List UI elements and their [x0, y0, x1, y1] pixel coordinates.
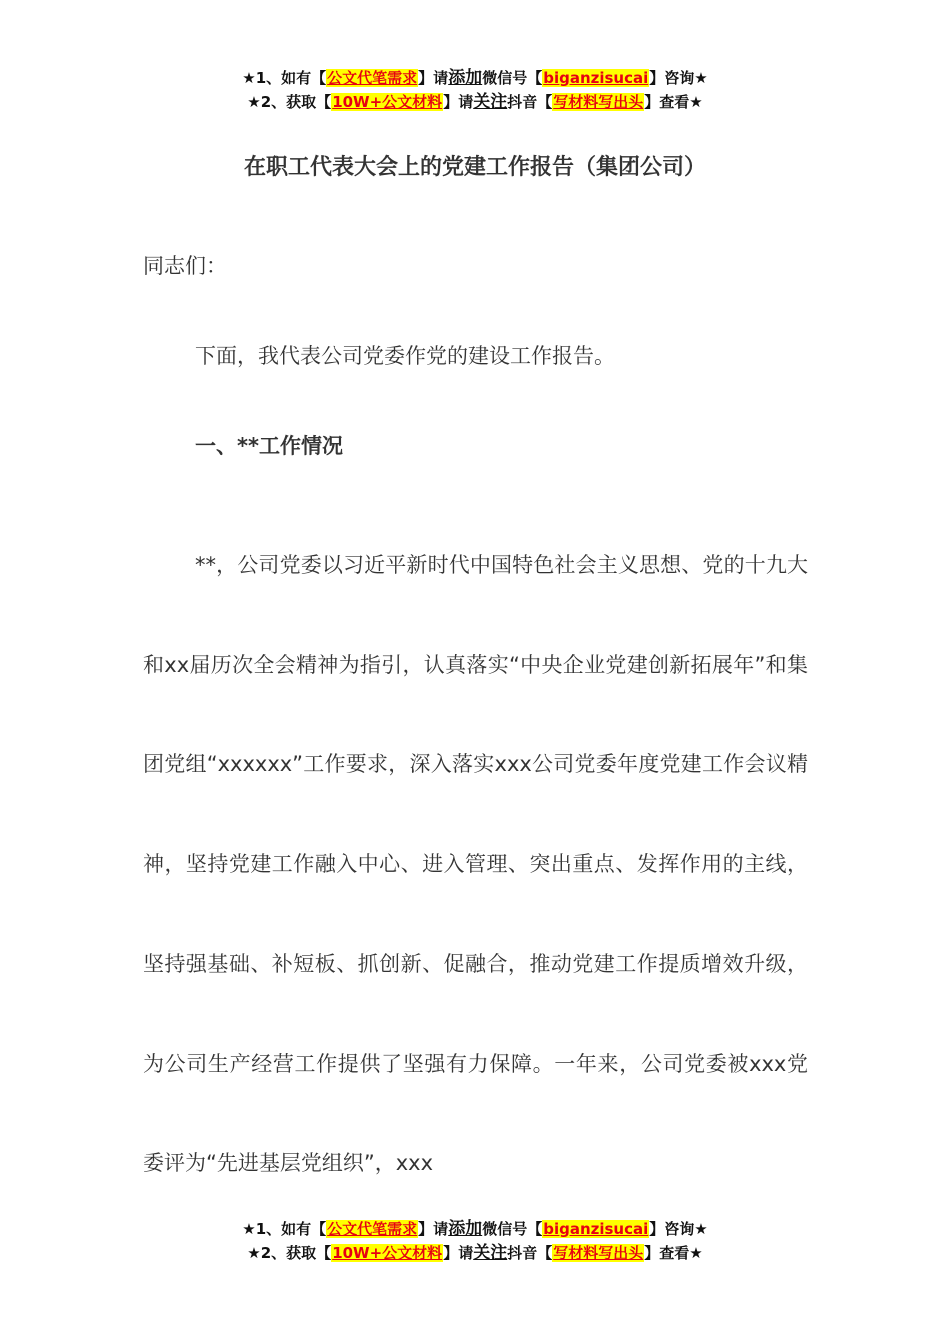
document-title: 在职工代表大会上的党建工作报告（集团公司） [243, 155, 706, 180]
highlight-douyin-account: 写材料写出头 [553, 1244, 644, 1262]
promo-line-1: ★1、如有【公文代笔需求】请添加微信号【biganzisucai】咨询★ [242, 1219, 708, 1239]
highlight-writing-service: 公文代笔需求 [327, 1220, 418, 1238]
promo-banner-top [0, 66, 950, 114]
highlight-materials: 10W+公文材料 [332, 1244, 443, 1262]
highlight-writing-service: 公文代笔需求 [327, 69, 418, 87]
highlight-wechat-id: biganzisucai [543, 1220, 649, 1238]
promo-banner-bottom [0, 1217, 950, 1265]
highlight-materials: 10W+公文材料 [332, 93, 443, 111]
highlight-douyin-account: 写材料写出头 [553, 93, 644, 111]
highlight-wechat-id: biganzisucai [543, 69, 649, 87]
body-paragraph: **，公司党委以习近平新时代中国特色社会主义思想、党的十九大和xx届历次全会精神为指引，认真落实“中央企业党建创新拓展年”和集团党组“xxxxxx”工作要求，深入落实xxx公司党委年度党建工作会议精神，坚持党建工作融入中心、进入管理、突出重点、发挥作用的主线，坚持强基础、补短板、抓创新、促融合，推动党建工作提质增效升级，为公司生产经营工作提供了坚强有力保障。一年来，公司党委被xxx党委评为“先进基层党组织”，xxx [143, 553, 808, 1176]
promo-line-2: ★2、获取【10W+公文材料】请关注抖音【写材料写出头】查看★ [247, 92, 703, 112]
promo-line-2: ★2、获取【10W+公文材料】请关注抖音【写材料写出头】查看★ [247, 1243, 703, 1263]
section-heading: 一、**工作情况 [195, 434, 343, 458]
salutation: 同志们： [143, 254, 227, 278]
promo-line-1: ★1、如有【公文代笔需求】请添加微信号【biganzisucai】咨询★ [242, 68, 708, 88]
intro-paragraph: 下面，我代表公司党委作党的建设工作报告。 [195, 344, 615, 368]
